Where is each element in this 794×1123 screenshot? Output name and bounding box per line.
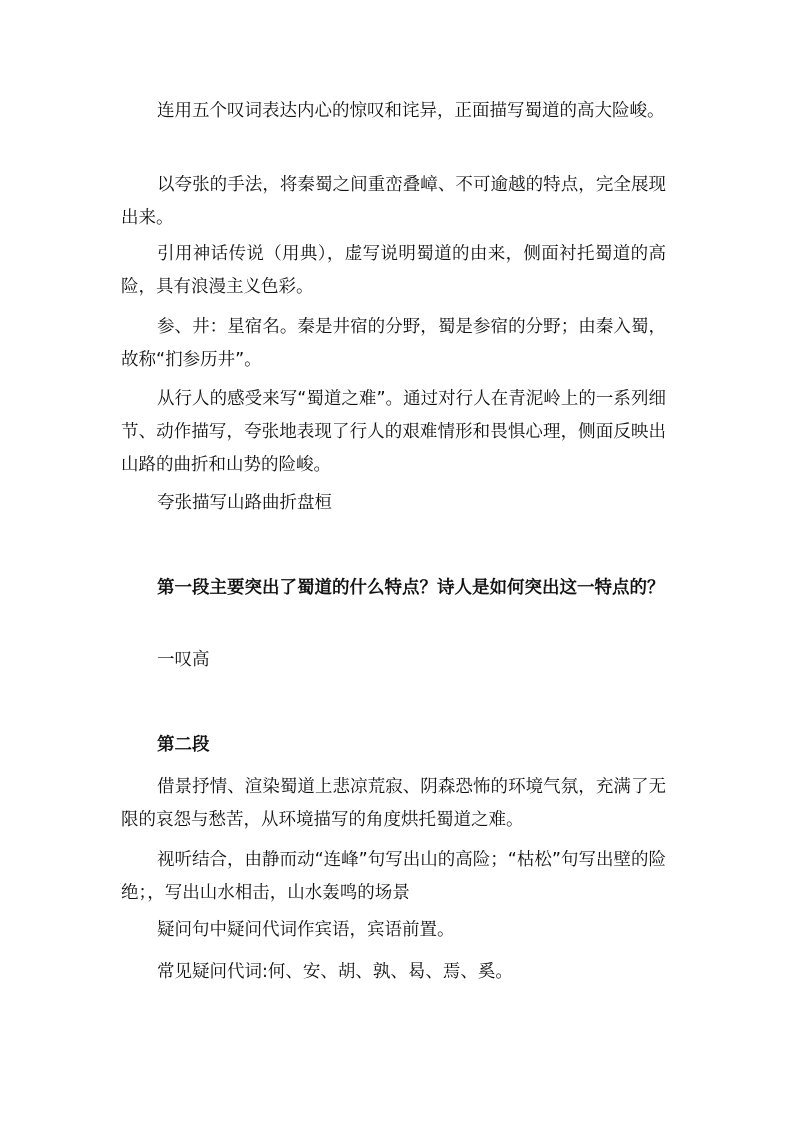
paragraph-6: 夸张描写山路曲折盘桓: [157, 493, 332, 513]
paragraph-10: 常见疑问代词:何、安、胡、孰、曷、焉、奚。: [157, 962, 513, 982]
paragraph-4: 参、井：星宿名。秦是井宿的分野，蜀是参宿的分野；由秦入蜀，故称“扪参历井”。: [121, 317, 666, 370]
answer-text: 一叹高: [157, 650, 210, 670]
paragraph-2: 以夸张的手法，将秦蜀之间重峦叠嶂、不可逾越的特点，完全展现出来。: [121, 175, 666, 228]
paragraph-3: 引用神话传说（用典），虚写说明蜀道的由来，侧面衬托蜀道的高险，具有浪漫主义色彩。: [121, 244, 666, 297]
paragraph-8: 视听结合，由静而动“连峰”句写出山的高险；“枯松”句写出壁的险绝；，写出山水相击，山水轰鸣的场景: [121, 850, 666, 903]
paragraph-1: 连用五个叹词表达内心的惊叹和诧异，正面描写蜀道的高大险峻。: [157, 101, 665, 121]
paragraph-9: 疑问句中疑问代词作宾语，宾语前置。: [157, 920, 455, 940]
paragraph-7: 借景抒情、渲染蜀道上悲凉荒寂、阴森恐怖的环境气氛，充满了无限的哀怨与愁苦，从环境描写的角度烘托蜀道之难。: [121, 777, 666, 830]
paragraph-5: 从行人的感受来写“蜀道之难”。通过对行人在青泥岭上的一系列细节、动作描写，夸张地表现了行人的艰难情形和畏惧心理，侧面反映出山路的曲折和山势的险峻。: [121, 389, 666, 475]
section-heading: 第二段: [157, 735, 210, 755]
question-heading: 第一段主要突出了蜀道的什么特点？诗人是如何突出这一特点的？: [157, 578, 665, 598]
